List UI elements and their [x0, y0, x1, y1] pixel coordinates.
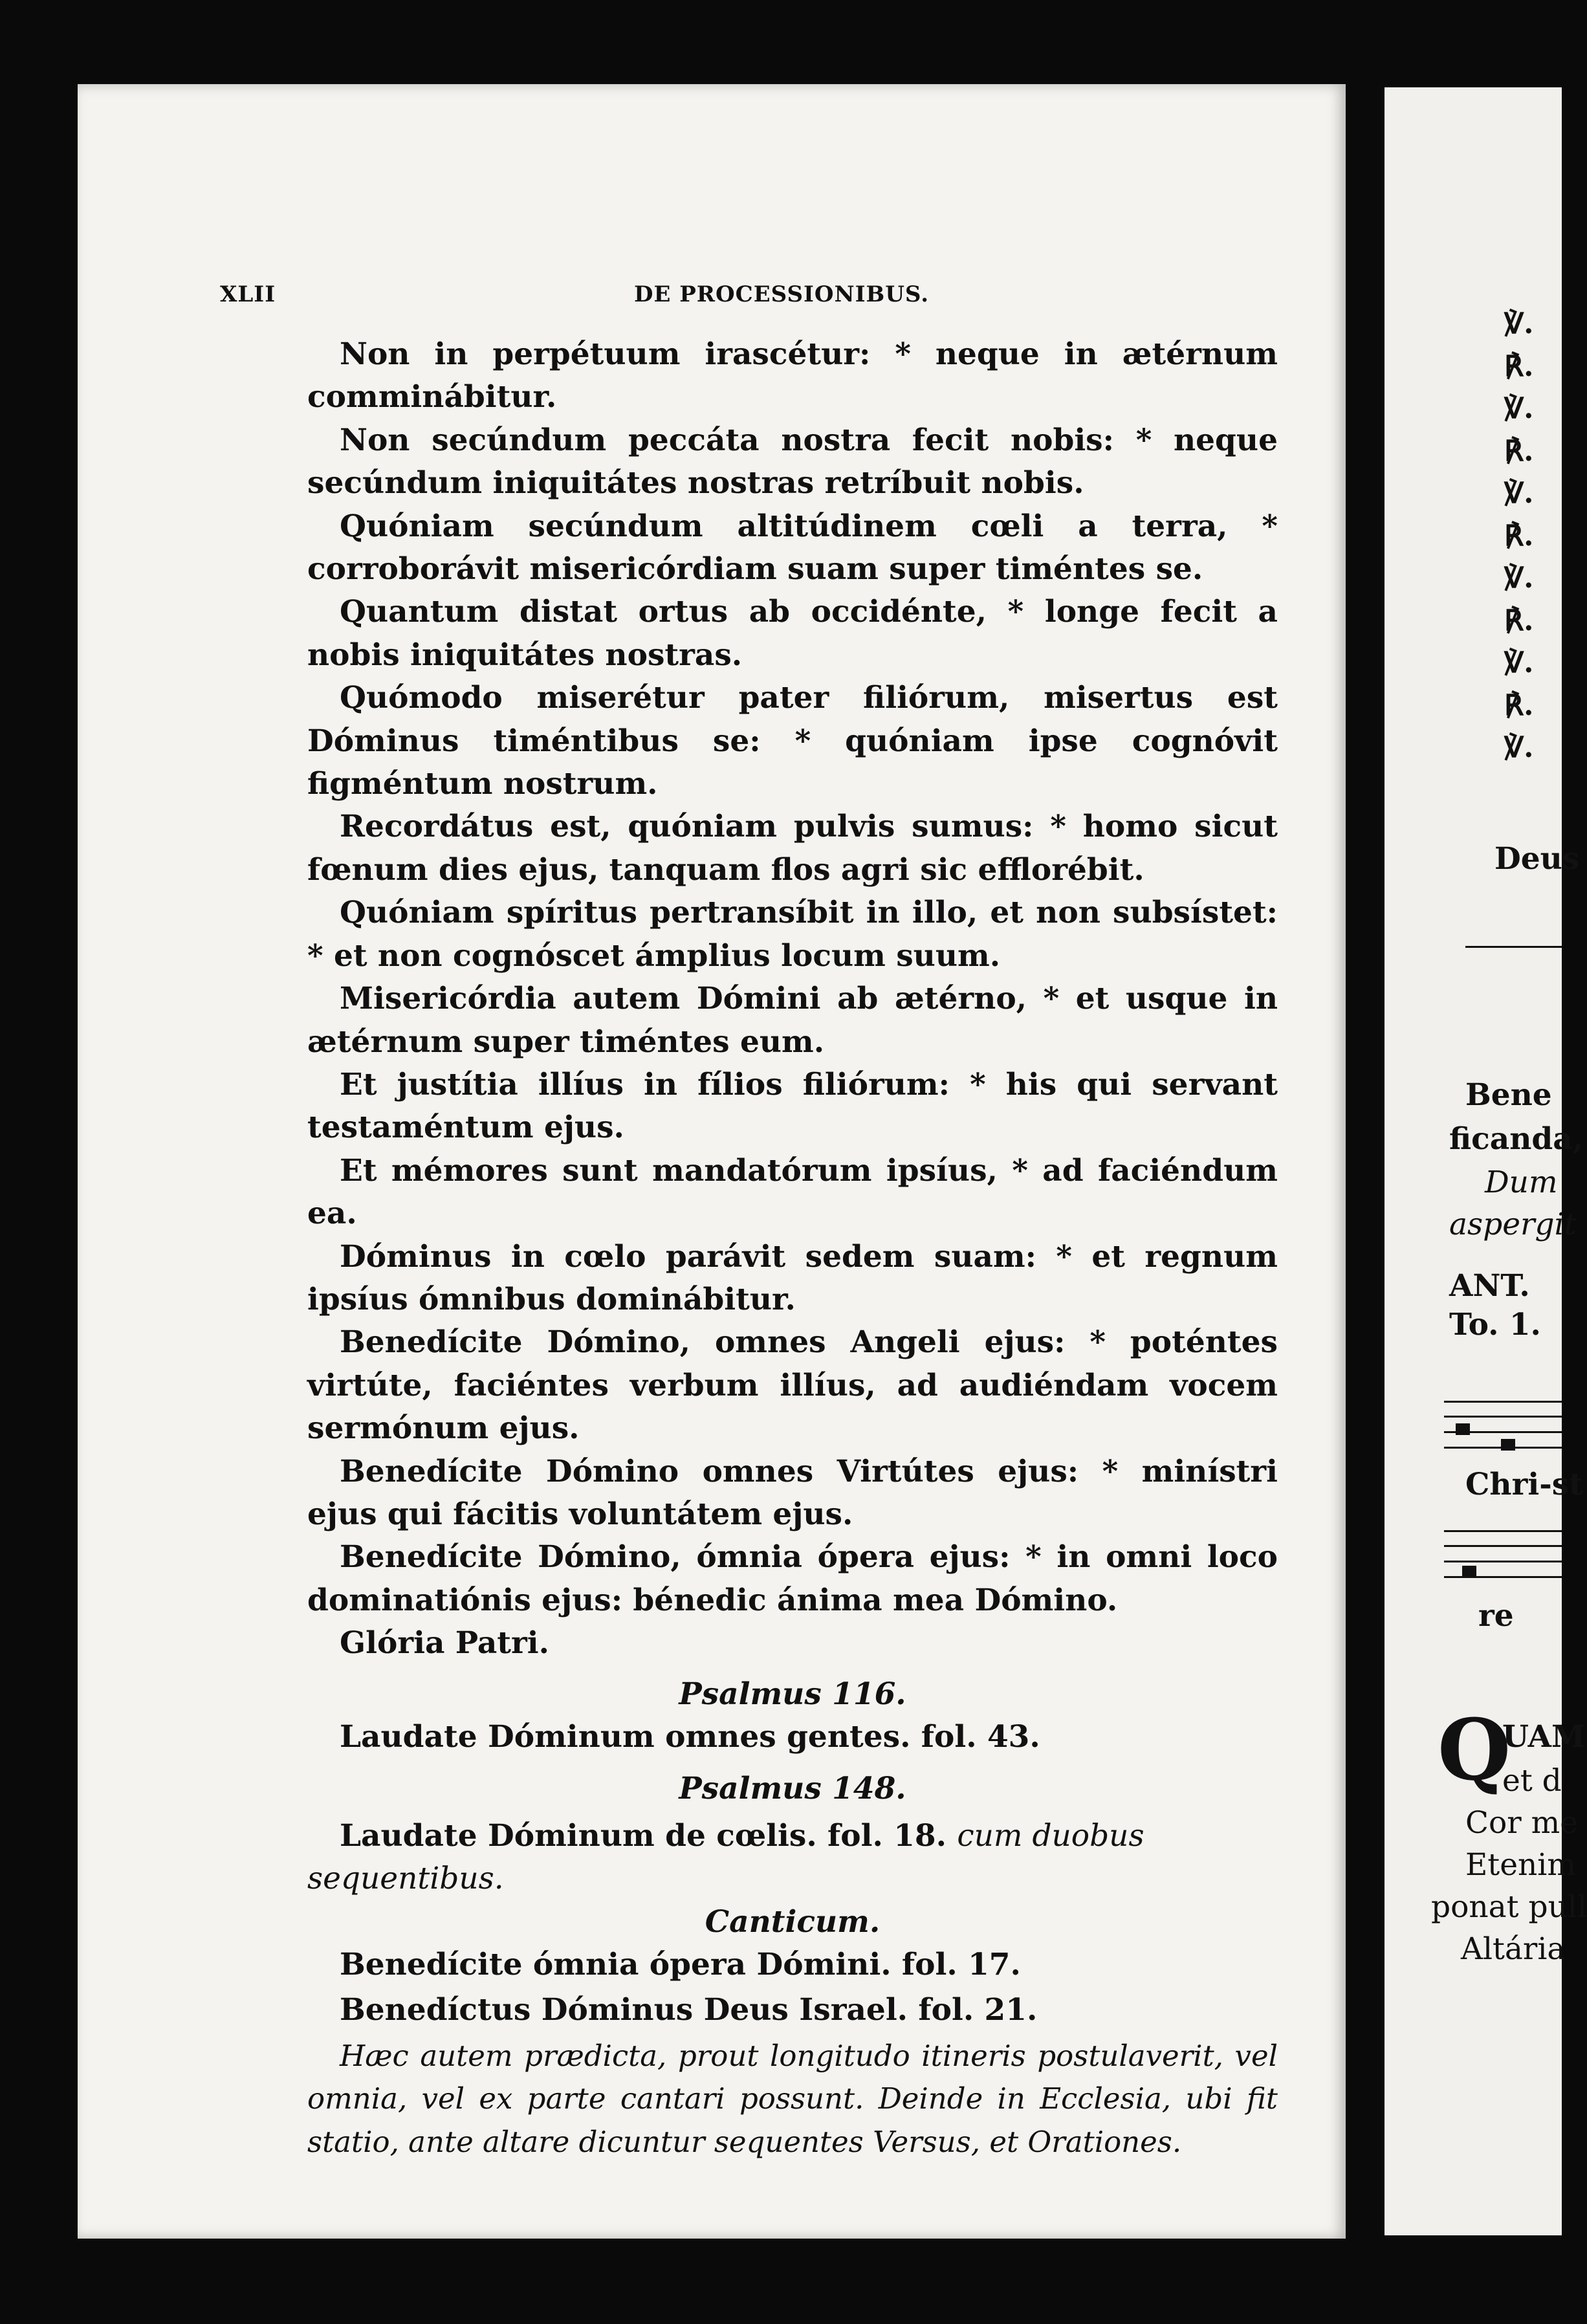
- psalm-incipit: [307, 1815, 1278, 1901]
- verse: Quóniam secúndum altitúdinem cœli a terra, * corroborávit misericórdiam suam super timéntes se.: [307, 508, 1278, 587]
- versicle-mark: ℣.: [1504, 731, 1534, 764]
- fragment-bene: Bene: [1465, 1077, 1552, 1113]
- response-mark: ℟.: [1504, 434, 1534, 468]
- versicle-mark: ℣.: [1504, 562, 1534, 595]
- verse: Non in perpétuum irascétur: * neque in ætérnum comminábitur.: [307, 336, 1278, 415]
- verse: Quómodo miserétur pater filiórum, misertus est Dóminus timéntibus se: * quóniam ipse cognóvit figméntum nostrum.: [307, 680, 1278, 802]
- response-mark: ℟.: [1504, 604, 1534, 637]
- canticum-heading: Canticum.: [705, 1903, 881, 1940]
- psalm-incipit-text: Laudate Dóminum de cœlis. fol. 18.: [340, 1817, 947, 1854]
- folio-number: XLII: [220, 281, 276, 307]
- response-mark: ℟.: [1504, 688, 1534, 722]
- verse: Benedícite Dómino, omnes Angeli ejus: * poténtes virtúte, faciéntes verbum illíus, ad audiéndam vocem sermónum ejus.: [307, 1324, 1278, 1447]
- fragment-corme: Cor me: [1465, 1805, 1579, 1841]
- verse: Benedícite Dómino omnes Virtútes ejus: * minístri ejus qui fácitis voluntátem ejus.: [307, 1453, 1278, 1532]
- verse: Non secúndum peccáta nostra fecit nobis: * neque secúndum iniquitátes nostras retríbuit nobis.: [307, 422, 1278, 501]
- verse: Quantum distat ortus ab occidénte, * longe fecit a nobis iniquitátes nostras.: [307, 594, 1278, 673]
- fragment-tone: To. 1.: [1449, 1307, 1541, 1343]
- verse: Dóminus in cœlo parávit sedem suam: * et regnum ipsíus ómnibus dominábitur.: [307, 1238, 1278, 1317]
- versicle-column: [1504, 303, 1533, 769]
- versicle-mark: ℣.: [1504, 477, 1534, 510]
- fragment-ant: ANT.: [1449, 1268, 1530, 1304]
- fragment-re: re: [1478, 1598, 1514, 1634]
- closing-rubric: Hæc autem prædicta, prout longitudo itineris postulaverit, vel omnia, vel ex parte cantari possunt. Deinde in Ecclesia, ubi fit statio, ante altare dicuntur sequentes Versus, et Orationes.: [307, 2038, 1278, 2159]
- drop-cap: Q: [1438, 1700, 1511, 1799]
- response-mark: ℟.: [1504, 349, 1534, 383]
- versicle-mark: ℣.: [1504, 392, 1534, 425]
- ornament-rule: [1465, 946, 1562, 948]
- fragment-dum: Dum: [1485, 1165, 1558, 1200]
- main-text: [307, 333, 1278, 2164]
- verse: Misericórdia autem Dómini ab ætérno, * et usque in ætérnum super timéntes eum.: [307, 981, 1278, 1060]
- verse: Et justítia illíus in fílios filiórum: * his qui servant testaméntum ejus.: [307, 1066, 1278, 1146]
- running-title: DE PROCESSIONIBUS.: [634, 281, 930, 307]
- verse: Quóniam spíritus pertransíbit in illo, et non subsístet: * et non cognóscet ámplius locum suum.: [307, 895, 1278, 974]
- fragment-etenim: Etenim: [1465, 1847, 1576, 1883]
- verse: Et mémores sunt mandatórum ipsíus, * ad faciéndum ea.: [307, 1152, 1278, 1232]
- fragment-ponat: ponat pull: [1431, 1889, 1587, 1925]
- canticum-incipit: Benedíctus Dóminus Deus Israel. fol. 21.: [340, 1992, 1038, 2028]
- fragment-ficanda: ficanda,: [1449, 1121, 1584, 1157]
- psalm-incipit: Laudate Dóminum omnes gentes. fol. 43.: [340, 1719, 1040, 1755]
- fragment-aspergit: aspergit: [1449, 1207, 1577, 1242]
- versicle-mark: ℣.: [1504, 307, 1534, 340]
- page-header: [220, 281, 1281, 320]
- fragment-deus: Deus: [1494, 841, 1580, 877]
- versicle-mark: ℣.: [1504, 646, 1534, 679]
- psalm-heading: Psalmus 116.: [679, 1676, 906, 1712]
- gloria-patri: Glória Patri.: [340, 1625, 549, 1661]
- verse: Benedícite Dómino, ómnia ópera ejus: * in omni loco dominatiónis ejus: bénedic ánima mea Dómino.: [307, 1539, 1278, 1618]
- psalm-heading: Psalmus 148.: [679, 1771, 906, 1807]
- verse: Recordátus est, quóniam pulvis sumus: * homo sicut fœnum dies ejus, tanquam flos agri sic efflorébit.: [307, 809, 1278, 888]
- fragment-christ: Chri-st: [1465, 1467, 1583, 1502]
- rubric-text: cum duobus sequentibus.: [307, 1817, 1144, 1897]
- response-mark: ℟.: [1504, 519, 1534, 553]
- canticum-incipit: Benedícite ómnia ópera Dómini. fol. 17.: [340, 1947, 1021, 1983]
- fragment-uam: UAM: [1502, 1719, 1586, 1755]
- fragment-etd: et d: [1502, 1763, 1562, 1799]
- fragment-altaria: Altária: [1461, 1931, 1566, 1967]
